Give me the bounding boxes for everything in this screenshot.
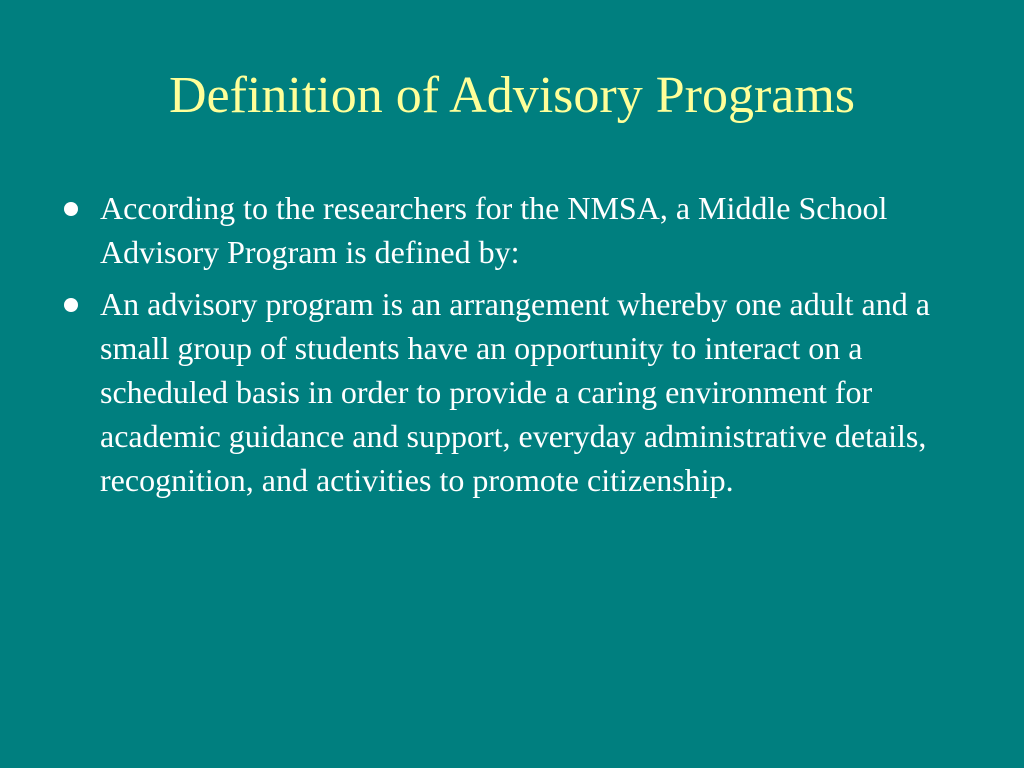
bullet-item-2 [100, 282, 950, 502]
bullet-dot-icon [64, 202, 78, 216]
bullet-text-1: According to the researchers for the NMSA, a Middle School Advisory Program is defined by: [100, 190, 888, 270]
bullet-item-1 [100, 186, 950, 274]
slide-title: Definition of Advisory Programs [168, 67, 856, 124]
bullet-list [100, 186, 950, 510]
bullet-text-2: An advisory program is an arrangement whereby one adult and a small group of students have an opportunity to interact on a scheduled basis in order to provide a caring environment for academic guidance and support, everyday administrative details, recognition, and activities to promote citizenship. [100, 286, 930, 498]
bullet-dot-icon [64, 298, 78, 312]
